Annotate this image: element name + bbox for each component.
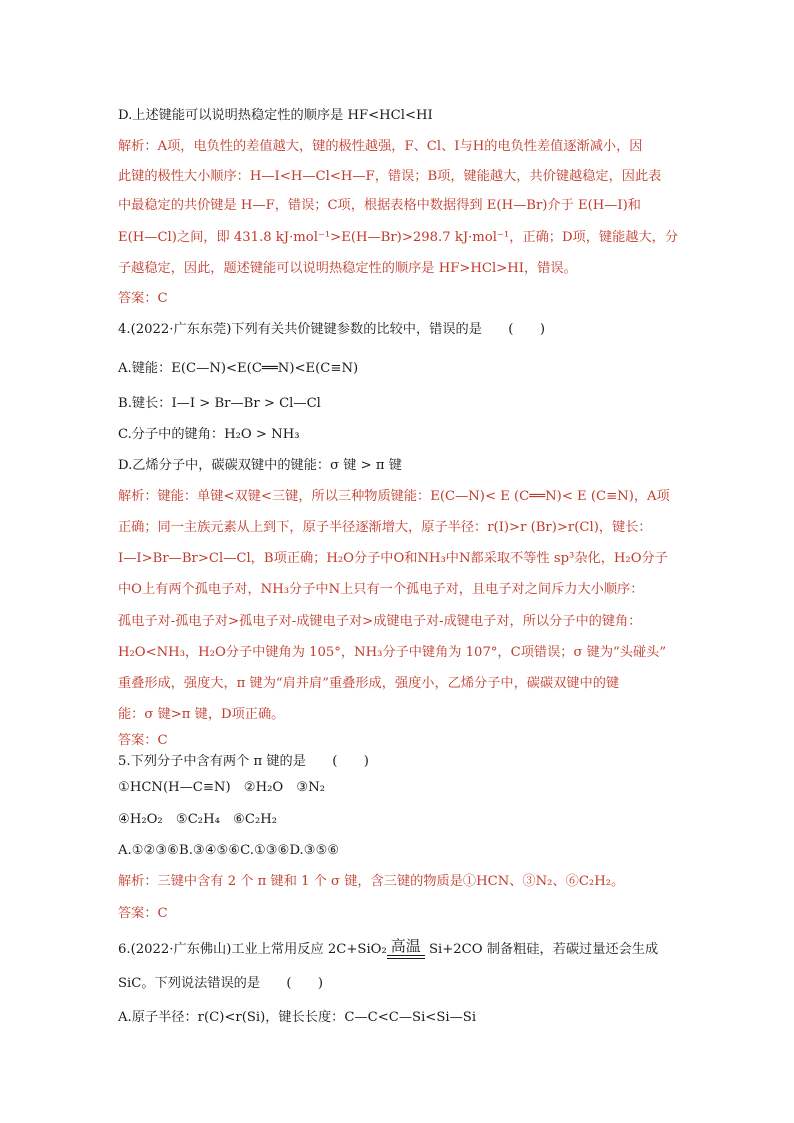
text-line-l30: A.原子半径：r(C)<r(Si)，键长长度：C—C<C—Si<Si—Si <box>118 1010 477 1025</box>
text-line-l12: D.乙烯分子中，碳碳双键中的键能：σ 键 > π 键 <box>118 458 402 473</box>
text-line-l20: 能：σ 键>π 键，D项正确。 <box>118 707 285 722</box>
text-line-l4: 中最稳定的共价键是 H—F，错误；C项，根据表格中数据得到 E(H—Br)介于 E(H—I)和 <box>118 198 641 213</box>
text-line-l1: D.上述键能可以说明热稳定性的顺序是 HF<HCl<HI <box>118 108 433 123</box>
question-6-before: 6.(2022·广东佛山)工业上常用反应 2C+SiO₂ <box>118 942 387 957</box>
question-6-after: Si+2CO 制备粗硅，若碳过量还会生成 <box>424 942 659 957</box>
text-line-l13: 解析：键能：单键<双键<三键，所以三种物质键能：E(C—N)< E (C══N)< E (C≡N)，A项 <box>118 489 670 504</box>
reaction-condition <box>387 937 425 960</box>
text-line-l24: ④H₂O₂ ⑤C₂H₄ ⑥C₂H₂ <box>118 812 278 827</box>
text-line-l9: A.键能：E(C—N)<E(C══N)<E(C≡N) <box>118 361 359 376</box>
text-line-l5: E(H—Cl)之间，即 431.8 kJ·mol⁻¹>E(H—Br)>298.7 kJ·mol⁻¹，正确；D项，键能越大，分 <box>118 230 679 245</box>
text-line-l3: 此键的极性大小顺序：H—I<H—Cl<H—F，错误；B项，键能越大，共价键越稳定，因此表 <box>118 169 662 184</box>
text-line-l17: 孤电子对-孤电子对>孤电子对-成键电子对>成键电子对-成键电子对，所以分子中的键角： <box>118 614 642 629</box>
text-line-l29: SiC。下列说法错误的是 ( ) <box>118 976 324 991</box>
text-line-l21: 答案：C <box>118 733 168 748</box>
text-line-l8: 4.(2022·广东东莞)下列有关共价键键参数的比较中，错误的是 ( ) <box>118 322 545 337</box>
text-line-l23: ①HCN(H—C≡N) ②H₂O ③N₂ <box>118 780 326 795</box>
text-line-l16: 中O上有两个孤电子对，NH₃分子中N上只有一个孤电子对，且电子对之间斥力大小顺序： <box>118 582 644 597</box>
reaction-condition-label: 高温 <box>390 937 421 955</box>
question-6-stem <box>118 937 659 960</box>
text-line-l10: B.键长：I—I > Br—Br > Cl—Cl <box>118 396 321 411</box>
text-line-l7: 答案：C <box>118 291 168 306</box>
text-line-l26: 解析：三键中含有 2 个 π 键和 1 个 σ 键，含三键的物质是①HCN、③N₂、⑥C₂H₂。 <box>118 874 625 889</box>
text-line-l22: 5.下列分子中含有两个 π 键的是 ( ) <box>118 754 369 769</box>
text-line-l11: C.分子中的键角：H₂O > NH₃ <box>118 427 300 442</box>
text-line-l18: H₂O<NH₃，H₂O分子中键角为 105°，NH₃分子中键角为 107°，C项错误；σ 键为“头碰头” <box>118 645 667 660</box>
text-line-l15: I—I>Br—Br>Cl—Cl，B项正确；H₂O分子中O和NH₃中N都采取不等性 sp³杂化，H₂O分子 <box>118 551 668 566</box>
text-line-l25: A.①②③⑥B.③④⑤⑥C.①③⑥D.③⑤⑥ <box>118 843 340 858</box>
text-line-l2: 解析：A项，电负性的差值越大，键的极性越强，F、Cl、I与H的电负性差值逐渐减小，因 <box>118 139 643 154</box>
text-line-l6: 子越稳定，因此，题述键能可以说明热稳定性的顺序是 HF>HCl>HI，错误。 <box>118 261 577 276</box>
text-line-l27: 答案：C <box>118 906 168 921</box>
text-line-l14: 正确；同一主族元素从上到下，原子半径逐渐增大，原子半径：r(I)>r (Br)>r(Cl)，键长： <box>118 520 652 535</box>
text-line-l19: 重叠形成，强度大，π 键为“肩并肩”重叠形成，强度小，乙烯分子中，碳碳双键中的键 <box>118 676 620 691</box>
